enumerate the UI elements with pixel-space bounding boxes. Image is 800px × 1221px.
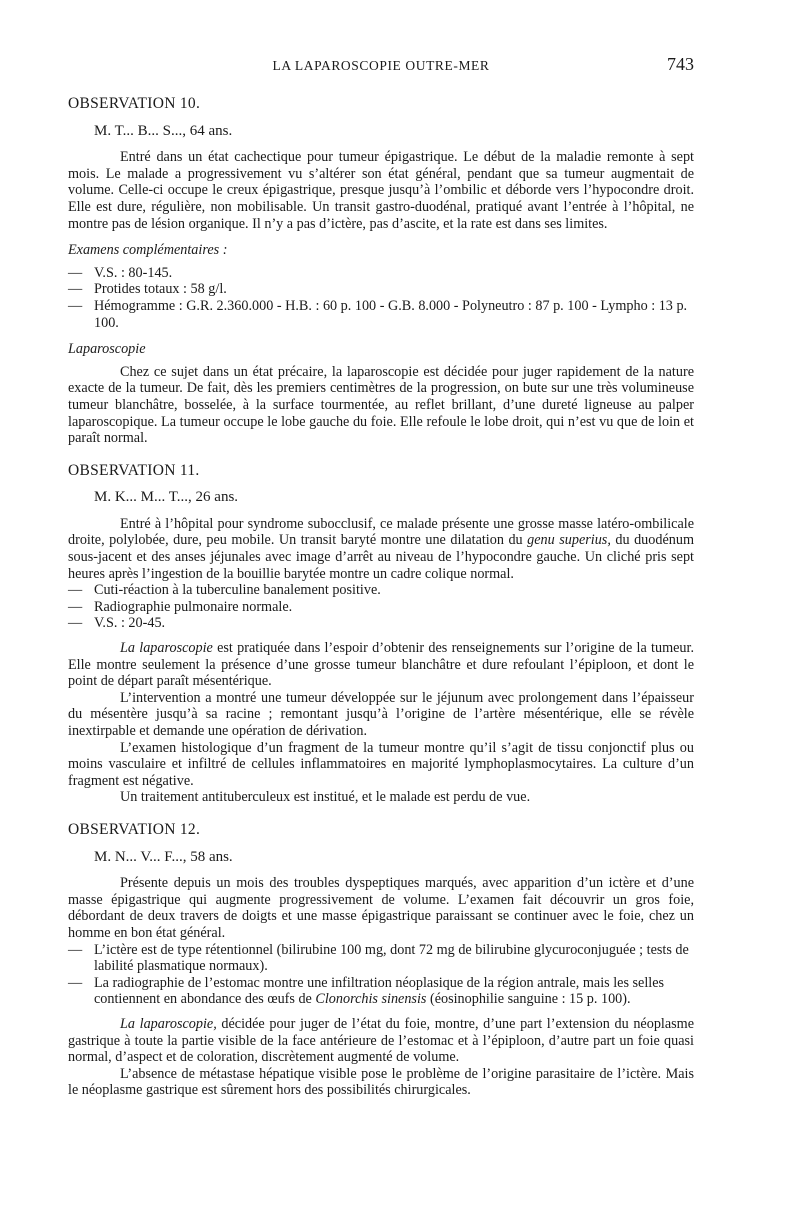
list-item: — Cuti-réaction à la tuberculine banalement positive. (68, 582, 694, 599)
italic-term: Clonorchis sinensis (315, 991, 427, 1008)
observation-10 (68, 96, 694, 447)
running-title: LA LAPAROSCOPIE OUTRE-MER (272, 58, 490, 73)
list-item: — Radiographie pulmonaire normale. (68, 599, 694, 616)
paragraph (68, 640, 694, 690)
italic-term: genu superius, (527, 532, 611, 549)
paragraph: L’examen histologique d’un fragment de la tumeur montre qu’il s’agit de tissu conjonctif plus ou moins vasculaire et infiltré de cellules inflammatoires en majorité lymphoplasmocytaires. La culture d’un fragment est négative. (68, 739, 694, 789)
patient-line: M. K... M... T..., 26 ans. (94, 489, 239, 506)
paragraph: Entré dans un état cachectique pour tumeur épigastrique. Le début de la maladie remonte à sept mois. Le malade a progressivement vu s’altérer son état général, pendant que sa tumeur augmentait de volume. Celle-ci occupe le creux épigastrique, presque jusqu’à l’ombilic et déborde vers l’hypocondre droit. Elle est dure, régulière, non mobilisable. Un transit gastro-duodénal, pratiqué avant l’entrée à l’hôpital, ne montre pas de lésion organique. Il n’y a pas d’ictère, pas d’ascite, et la rate est dans ses limites. (68, 149, 694, 232)
running-head (68, 54, 694, 78)
paragraph (68, 516, 694, 582)
paragraph: Présente depuis un mois des troubles dyspeptiques marqués, avec apparition d’un ictère et d’une masse épigastrique qui augmente progressivement de volume. L’examen fait découvrir un gros foie, débordant de deux travers de doigts et une masse épigastrique paraissant se continuer avec le foie, chez un homme en bon état général. (68, 875, 694, 941)
findings-list (68, 942, 694, 1008)
paragraph: Chez ce sujet dans un état précaire, la laparoscopie est décidée pour juger rapidement de la nature exacte de la tumeur. De fait, dès les premiers centimètres de la progression, on bute sur une très volumineuse tumeur blanchâtre, bosselée, à la surface tourmentée, au reflet brillant, d’une dureté ligneuse au palper laparoscopique. La tumeur occupe le lobe gauche du foie. Elle refoule le lobe droit, qui n’est vu que de loin et paraît normal. (68, 363, 694, 447)
text-run: est pratiquée dans l’espoir d’obtenir des renseignements sur l’origine de la tumeur. Elle montre seulement la présence d’une grosse tumeur blanchâtre et dure refoulant l’épiploon, et dont le point de départ paraît mésentérique. (68, 640, 694, 690)
laparoscopy-heading: Laparoscopie (68, 341, 146, 358)
italic-term: La laparoscopie (120, 640, 213, 657)
list-item: — V.S. : 80-145. (68, 265, 694, 282)
observation-title: OBSERVATION 11. (68, 461, 200, 479)
findings-list (68, 582, 694, 632)
exams-heading: Examens complémentaires : (68, 242, 228, 259)
list-item: — Hémogramme : G.R. 2.360.000 - H.B. : 60 p. 100 - G.B. 8.000 - Polyneutro : 87 p. 100 - Lympho : 13 p. 100. (68, 298, 694, 331)
observation-title: OBSERVATION 10. (68, 95, 201, 112)
text-run: (éosinophilie sanguine : 15 p. 100). (426, 991, 631, 1008)
patient-line: M. T... B... S..., 64 ans. (94, 122, 233, 139)
exams-list (68, 265, 694, 331)
page-number: 743 (667, 54, 694, 74)
list-item: — V.S. : 20-45. (68, 615, 694, 632)
list-item: — L’ictère est de type rétentionnel (bilirubine 100 mg, dont 72 mg de bilirubine glycuroconjuguée ; tests de labilité plasmatique normaux). (68, 942, 694, 975)
paragraph: Un traitement antituberculeux est institué, et le malade est perdu de vue. (120, 789, 531, 806)
article-body (68, 96, 694, 1115)
observation-title: OBSERVATION 12. (68, 820, 201, 838)
paragraph (68, 1016, 694, 1066)
patient-line: M. N... V... F..., 58 ans. (94, 848, 233, 865)
text-run: décidée pour juger de l’état du foie, montre, d’une part l’extension du néoplasme gastrique à toute la partie visible de la face antérieure de l’estomac et à l’épiploon, d’autre part un foie quasi normal, d’aspect et de coloration, discrètement augmenté de volume. (68, 1015, 695, 1066)
text-run: La radiographie de l’estomac montre une infiltration néoplasique de la région antrale, mais les selles contiennent en abondance des œufs de (94, 974, 665, 1008)
list-item (68, 975, 694, 1008)
observation-11 (68, 463, 694, 806)
paragraph: L’absence de métastase hépatique visible pose le problème de l’origine parasitaire de l’ictère. Mais le néoplasme gastrique est sûrement hors des possibilités chirurgicales. (68, 1065, 694, 1099)
observation-12 (68, 822, 694, 1099)
list-item: — Protides totaux : 58 g/l. (68, 281, 694, 298)
text-run: Entré à l’hôpital pour syndrome subocclusif, ce malade présente une grosse masse latéro-ombilicale droite, polylobée, dure, peu mobile. Un transit baryté montre une dilatation du (68, 515, 694, 549)
text-run: du duodénum sous-jacent et des anses jéjunales avec image d’arrêt au niveau de l’hypocondre gauche. Un cliché pris sept heures après l’ingestion de la bouillie barytée montre un cadre colique normal. (68, 532, 694, 582)
italic-term: La laparoscopie, (120, 1015, 217, 1032)
paragraph: L’intervention a montré une tumeur développée sur le jéjunum avec prolongement dans l’épaisseur du mésentère jusqu’à sa racine ; remontant jusqu’à l’origine de l’artère mésentérique, elle se révèle inextirpable et demande une opération de dérivation. (68, 689, 694, 739)
